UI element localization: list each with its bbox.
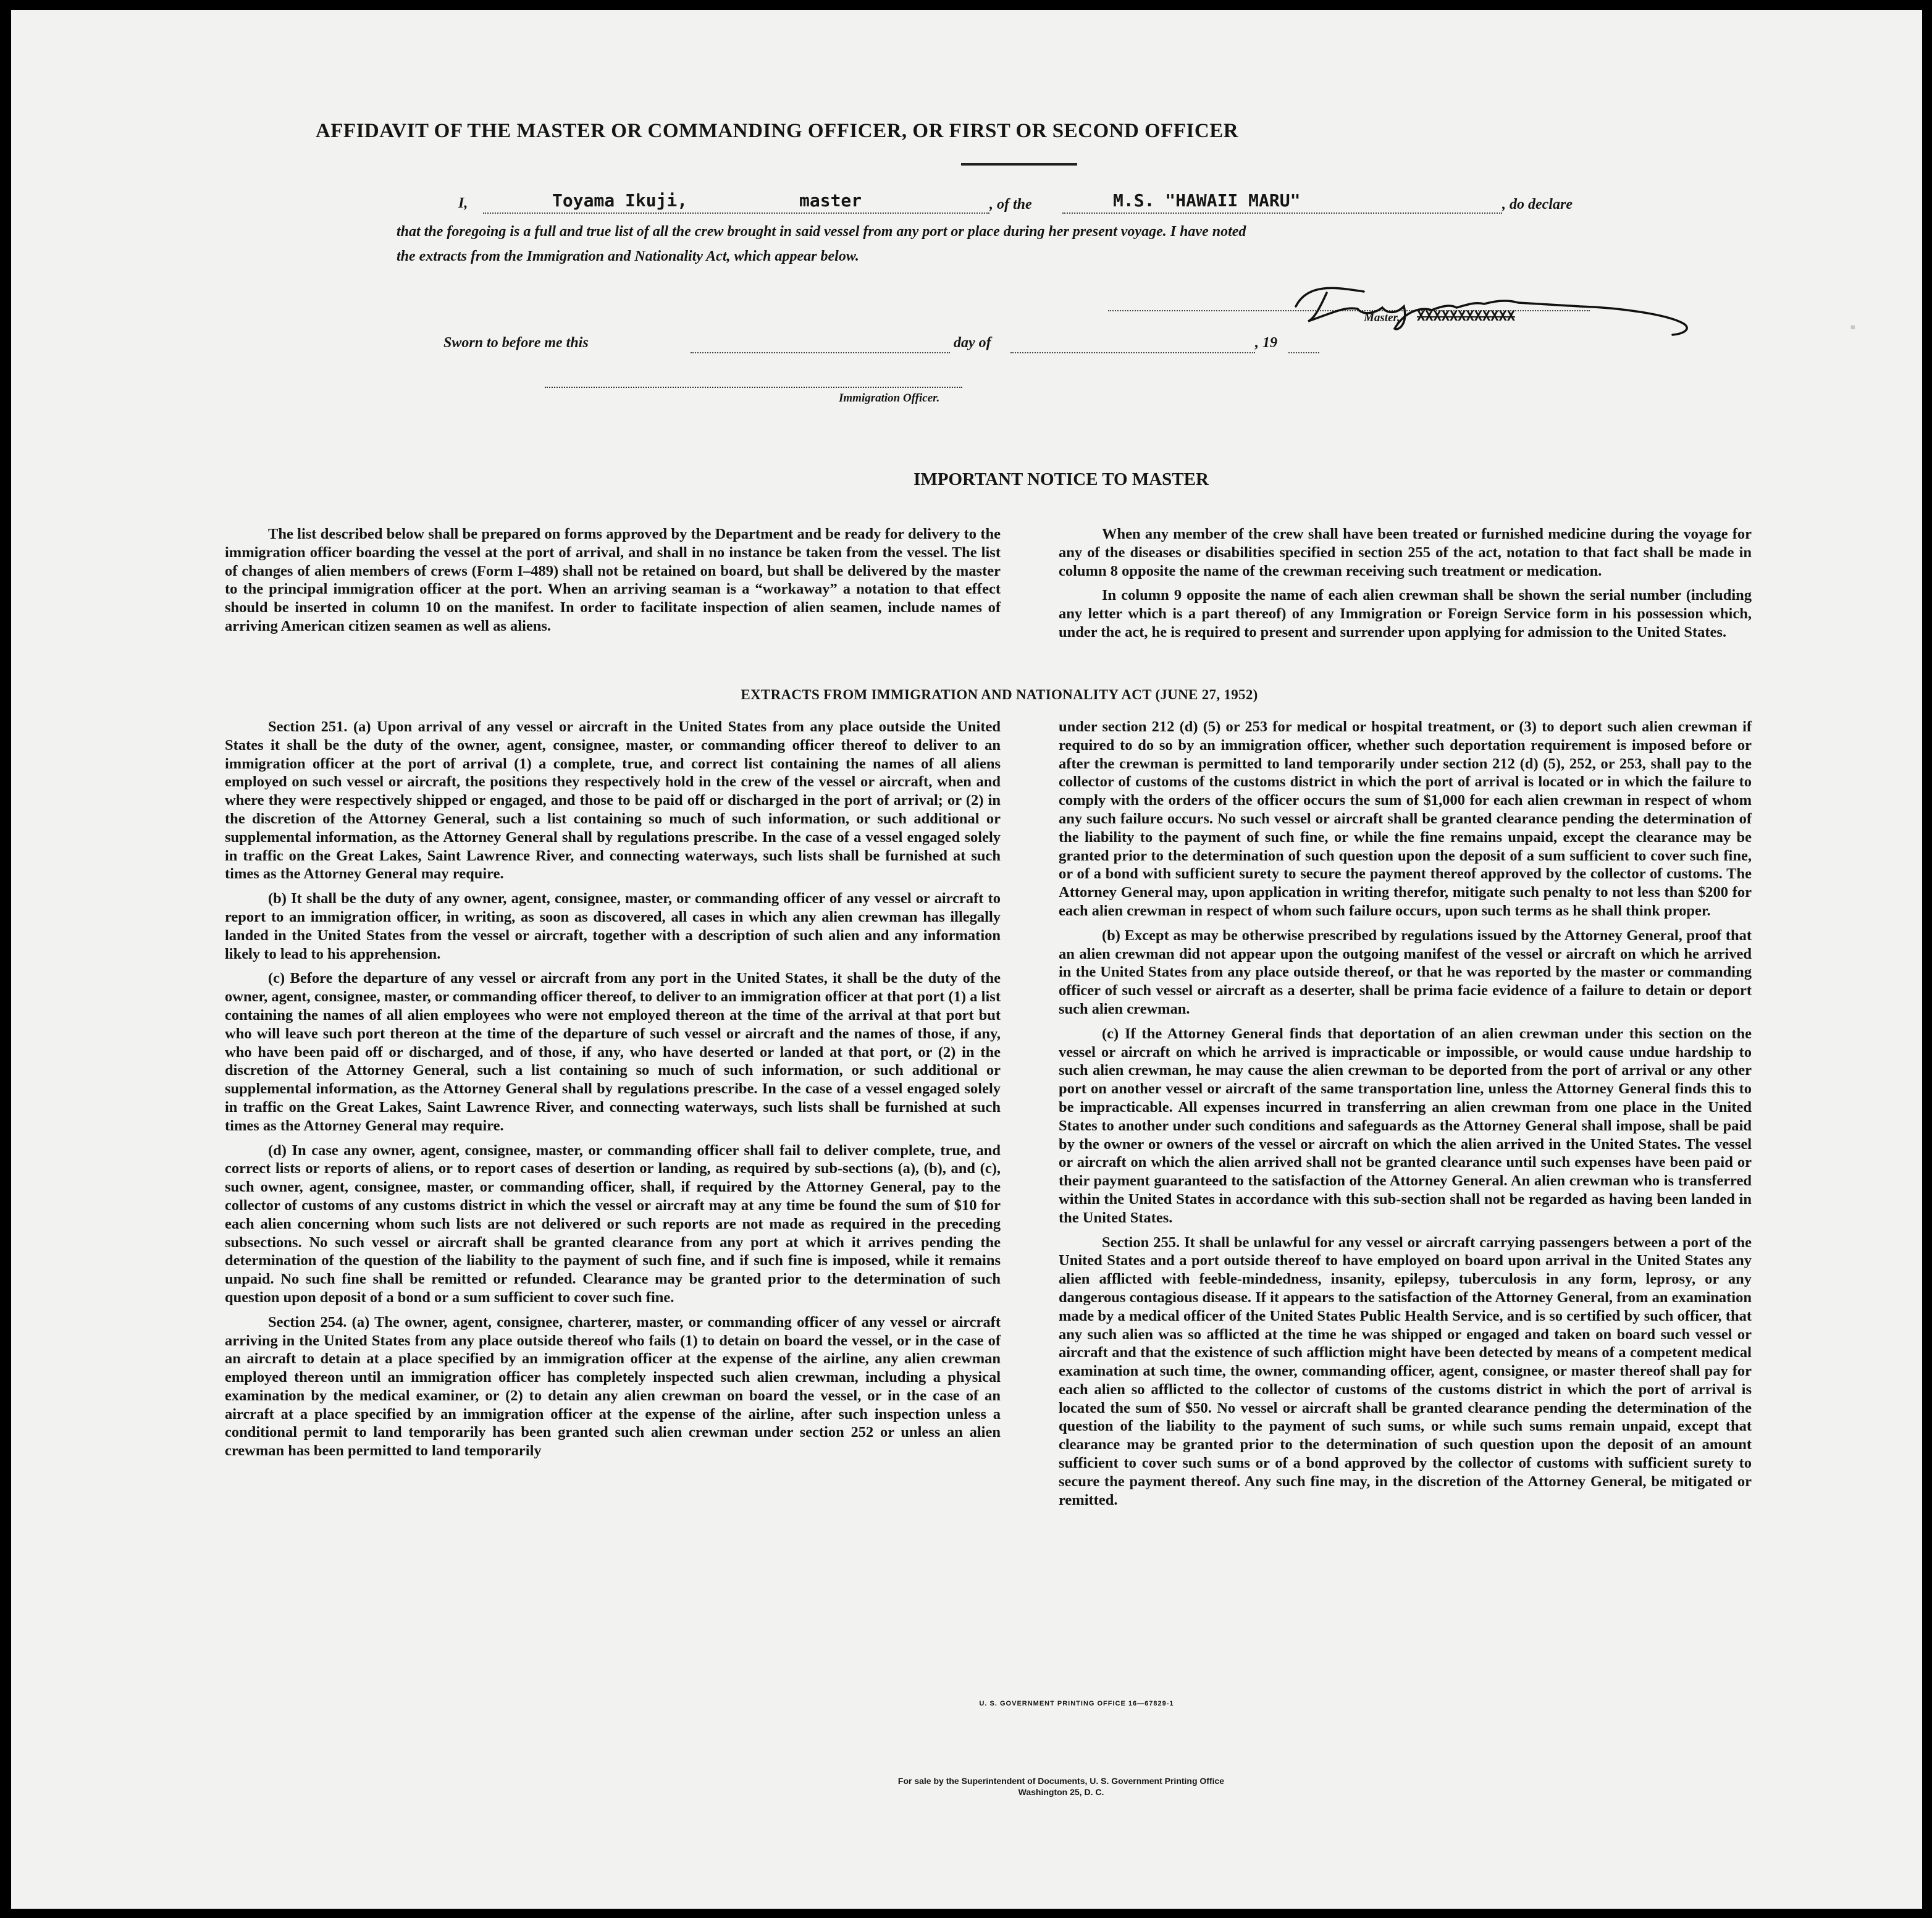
section-254-a: Section 254. (a) The owner, agent, consignee, charterer, master, or commanding officer of any vessel or aircraft arriving in the United States from any place outside thereof who fails (1) to detain on board the vessel, or in the case of an aircraft to detain at a place specified by an immigration officer at the expense of the airline, any alien crewman employed thereon until an immigration officer has completely inspected such alien crewman, including a physical examination by the medical examiner, or (2) to detain any alien crewman on board the vessel, or in the case of an aircraft at a place specified by an immigration officer at the expense of the airline, after such inspection unless a conditional permit to land temporarily has been granted such alien crewman under section 252 or unless an alien crewman has been permitted to land temporarily <box>225 1313 1001 1460</box>
notice-left-column <box>225 525 1001 642</box>
footer-line-1: For sale by the Superintendent of Documents, U. S. Government Printing Office <box>897 1776 1225 1786</box>
title-rule <box>961 163 1077 166</box>
notice-right-paragraph-1: When any member of the crew shall have been treated or furnished medicine during the voyage for any of the diseases or disabilities specified in section 255 of the act, notation to that fact shall be made in column 8 opposite the name of the crewman receiving such treatment or medication. <box>1059 526 1752 579</box>
printer-mark: U. S. GOVERNMENT PRINTING OFFICE 16—67829-1 <box>979 1700 1174 1707</box>
extracts-left-column <box>225 718 1001 1466</box>
struck-title-text: XXXXXXXXXXXX <box>1417 309 1515 324</box>
extracts-right-column <box>1059 718 1752 1515</box>
officer-signature-line <box>545 387 962 388</box>
footer-line-2: Washington 25, D. C. <box>1018 1787 1104 1797</box>
section-251-b: (b) It shall be the duty of any owner, agent, consignee, master, or commanding officer of any vessel or aircraft to report to an immigration officer, in writing, as soon as discovered, all cases in which any alien crewman has illegally landed in the United States from the vessel or aircraft, together with a description of such alien and any information likely to lead to his apprehension. <box>225 890 1001 962</box>
vessel-underline <box>1062 212 1502 214</box>
statement-line-1: that the foregoing is a full and true list of all the crew brought in said vessel from any port or place during her present voyage. I have noted <box>397 224 1246 240</box>
notice-right-column <box>1059 525 1752 648</box>
footer <box>629 1775 1493 1798</box>
year-label: , 19 <box>1255 335 1277 351</box>
label-i: I, <box>458 195 468 211</box>
section-251-a: Section 251. (a) Upon arrival of any vessel or aircraft in the United States from any place outside the United States it shall be the duty of the owner, agent, consignee, master, or commanding officer thereof to deliver to an immigration officer at the port of arrival (1) a complete, true, and correct list containing the names of all aliens employed on such vessel or aircraft, the positions they respectively hold in the crew of the vessel or aircraft, when and where they were respectively shipped or engaged, and those to be paid off or discharged in the port of arrival; or (2) in the discretion of the Attorney General, such a list containing so much of such information, or such additional or supplemental information, as the Attorney General shall by regulations prescribe. In the case of a vessel engaged solely in traffic on the Great Lakes, Saint Lawrence River, and connecting waterways, such lists shall be furnished at such times as the Attorney General may require. <box>225 718 1001 883</box>
rank-field: master <box>799 190 862 211</box>
section-255: Section 255. It shall be unlawful for any vessel or aircraft carrying passengers between a port of the United States and a port outside thereof to have employed on board upon arrival in the United States any alien afflicted with feeble-mindedness, insanity, epilepsy, tuberculosis in any form, leprosy, or any dangerous contagious disease. If it appears to the satisfaction of the Attorney General, from an examination made by a medical officer of the United States Public Health Service, and is so certified by such officer, that any such alien was so afflicted at the time he was shipped or engaged and taken on board such vessel or aircraft and that the existence of such affliction might have been detected by means of a competent medical examination at such time, the owner, commanding officer, agent, consignee, or master thereof shall pay for each alien so afflicted to the collector of customs of the customs district in which the port of arrival is located the sum of $50. No vessel or aircraft shall be granted clearance pending the determination of the question of the liability to the payment of such sums, or while such sums remain unpaid, except that clearance may be granted prior to the determination of such question upon the deposit of an amount sufficient to cover such sums or of a bond approved by the collector of customs with sufficient surety to secure the payment thereof. Any such fine may, in the discretion of the Attorney General, be mitigated or remitted. <box>1059 1234 1752 1508</box>
label-of-the: , of the <box>989 196 1032 212</box>
affidavit-title: AFFIDAVIT OF THE MASTER OR COMMANDING OFFICER, OR FIRST OR SECOND OFFICER <box>315 120 1239 142</box>
year-underline <box>1288 352 1319 353</box>
section-254-a-continued: under section 212 (d) (5) or 253 for medical or hospital treatment, or (3) to deport such alien crewman if required to do so by an immigration officer, whether such deportation requirement is imposed before or after the crewman is permitted to land temporarily under section 212 (d) (5), 252, or 253, shall pay to the collector of customs of the customs district in which the port of arrival is located or in which the failure to comply with the orders of the officer occurs the sum of $1,000 for each alien crewman in respect of whom any such failure occurs. No such vessel or aircraft shall be granted clearance pending the determination of the liability to the payment of such fine, or while the fine remains unpaid, except the clearance may be granted prior to the determination of such question upon the deposit of a sum sufficient to cover such fine, or of a bond with sufficient surety to secure the payment thereof approved by the collector of customs. The Attorney General may, upon application in writing therefor, mitigate such penalty to not less than $200 for each alien crewman in respect of whom such failure occurs, upon such terms as he shall think proper. <box>1059 718 1752 919</box>
extracts-title: EXTRACTS FROM IMMIGRATION AND NATIONALITY ACT (JUNE 27, 1952) <box>741 687 1258 702</box>
vessel-name-field: M.S. "HAWAII MARU" <box>1113 190 1301 211</box>
notice-title: IMPORTANT NOTICE TO MASTER <box>914 469 1209 489</box>
signature-caption: Master, <box>1364 311 1400 324</box>
signature-image <box>1271 269 1703 343</box>
section-254-c: (c) If the Attorney General finds that deportation of an alien crewman under this section on the vessel or aircraft on which he arrived is impracticable or impossible, or would cause undue hardship to such alien crewman, he may cause the alien crewman to be deported from the port of arrival or any other port on another vessel or aircraft of the same transportation line, unless the Attorney General finds this to be impracticable. All expenses incurred in transferring an alien crewman from one place in the United States to another under such conditions and safeguards as the Attorney General shall impose, shall be paid by the owner or owners of the vessel or aircraft on which the alien arrived in the United States. The vessel or aircraft on which the alien arrived shall not be granted clearance until such expenses have been paid or their payment guaranteed to the satisfaction of the Attorney General. An alien crewman who is transferred within the United States in accordance with this sub-section shall not be regarded as having been landed in the United States. <box>1059 1025 1752 1226</box>
bleed-through-mark: ▪ <box>1848 319 1858 337</box>
notice-right-paragraph-2: In column 9 opposite the name of each alien crewman shall be shown the serial number (including any letter which is a part thereof) of any Immigration or Foreign Service form in his possession which, under the act, he is required to present and surrender upon applying for admission to the United States. <box>1059 587 1752 641</box>
section-254-b: (b) Except as may be otherwise prescribed by regulations issued by the Attorney General, proof that an alien crewman did not appear upon the outgoing manifest of the vessel or aircraft on which he arrived in the United States from any place outside thereof, or that he was reported by the master or commanding officer of such vessel or aircraft as a deserter, shall be prima facie evidence of a failure to detain or deport such alien crewman. <box>1059 927 1752 1017</box>
sworn-month-underline <box>1010 352 1255 353</box>
label-do-declare: , do declare <box>1502 196 1573 212</box>
officer-caption: Immigration Officer. <box>839 392 940 405</box>
affidavit-page <box>11 10 1922 1909</box>
name-underline <box>483 212 989 214</box>
notice-left-paragraph: The list described below shall be prepared on forms approved by the Department and be ready for delivery to the immigration officer boarding the vessel at the port of arrival, and shall in no instance be taken from the vessel. The list of changes of alien members of crews (Form I–489) shall not be retained on board, but shall be delivered by the master to the principal immigration officer at the port. When an arriving seaman is a “workaway” a notation to that effect should be inserted in column 10 on the manifest. In order to facilitate inspection of alien seamen, include names of arriving American citizen seamen as well as aliens. <box>225 526 1001 634</box>
section-251-c: (c) Before the departure of any vessel or aircraft from any port in the United States, it shall be the duty of the owner, agent, consignee, master, or commanding officer thereof, to deliver to an immigration officer at that port (1) a list containing the names of all alien employees who were not employed thereon at the time of the arrival at that port but who will leave such port thereon at the time of the departure of such vessel or aircraft and the names of those, if any, who have been paid off or discharged, and of those, if any, who have deserted or landed at that port, or (2) in the discretion of the Attorney General, such a list containing so much of such information, or such additional or supplemental information, as the Attorney General shall by regulations prescribe. In the case of a vessel engaged solely in traffic on the Great Lakes, Saint Lawrence River, and connecting waterways, such lists shall be furnished at such times as the Attorney General may require. <box>225 970 1001 1134</box>
master-name-field: Toyama Ikuji, <box>552 190 688 211</box>
day-of-label: day of <box>954 335 991 351</box>
sworn-day-underline <box>691 352 950 353</box>
sworn-label: Sworn to before me this <box>443 335 589 351</box>
section-251-d: (d) In case any owner, agent, consignee, master, or commanding officer shall fail to deliver complete, true, and correct lists or reports of aliens, or to report cases of desertion or landing, as required by sub-sections (a), (b), and (c), such owner, agent, consignee, master, or commanding officer, shall, if required by the Attorney General, pay to the collector of customs of any customs district in which the vessel or aircraft may at any time be found the sum of $10 for each alien concerning whom such lists are not delivered or such reports are not made as required in the preceding subsections. No such vessel or aircraft shall be granted clearance from any port at which it arrives pending the determination of the question of the liability to the payment of such fine, and if such fine is imposed, while it remains unpaid. No such fine shall be remitted or refunded. Clearance may be granted prior to the determination of such question upon deposit of a bond or a sum sufficient to cover such fine. <box>225 1142 1001 1306</box>
statement-line-2: the extracts from the Immigration and Nationality Act, which appear below. <box>397 248 859 264</box>
